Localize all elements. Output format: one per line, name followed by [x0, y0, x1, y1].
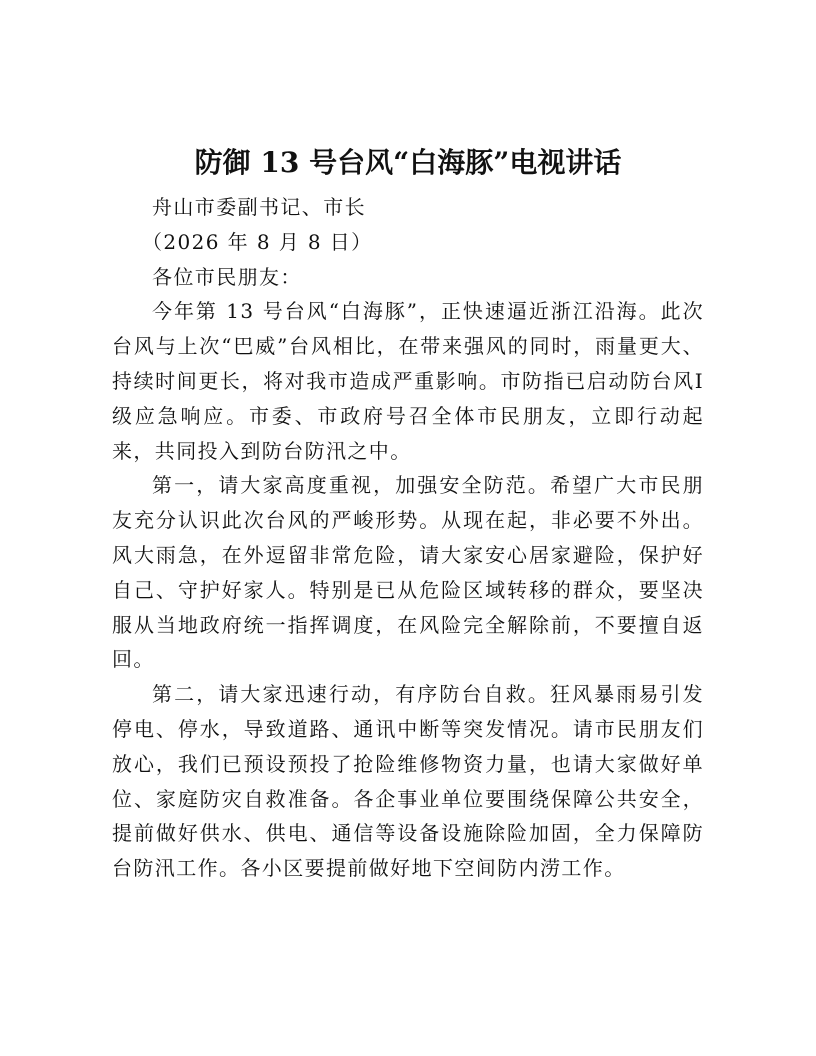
paragraph-first-point: 第一，请大家高度重视，加强安全防范。希望广大市民朋友充分认识此次台风的严峻形势。从现在起，非必要不外出。风大雨急，在外逗留非常危险，请大家安心居家避险，保护好自己、守护好家人。特别是已从危险区域转移的群众，要坚决服从当地政府统一指挥调度，在风险完全解除前，不要擅自返回。	[112, 473, 704, 672]
paragraph-intro: 今年第 13 号台风“白海豚”，正快速逼近浙江沿海。此次台风与上次“巴威”台风相比，在带来强风的同时，雨量更大、持续时间更长，将对我市造成严重影响。市防指已启动防台风Ⅰ级应急响应。市委、市政府号召全体市民朋友，立即行动起来，共同投入到防台防汛之中。	[112, 299, 704, 463]
document-body	[112, 190, 704, 886]
author-line: 舟山市委副书记、市长	[152, 195, 366, 219]
document-title: 防御 13 号台风“白海豚”电视讲话	[194, 146, 622, 179]
date-line: （2026 年 8 月 8 日）	[142, 229, 373, 254]
paragraph-second-point: 第二，请大家迅速行动，有序防台自救。狂风暴雨易引发停电、停水，导致道路、通讯中断等突发情况。请市民朋友们放心，我们已预设预投了抢险维修物资力量，也请大家做好单位、家庭防灾自救准备。各企事业单位要围绕保障公共安全，提前做好供水、供电、通信等设备设施除险加固，全力保障防台防汛工作。各小区要提前做好地下空间防内涝工作。	[112, 682, 704, 881]
salutation: 各位市民朋友：	[152, 264, 302, 289]
